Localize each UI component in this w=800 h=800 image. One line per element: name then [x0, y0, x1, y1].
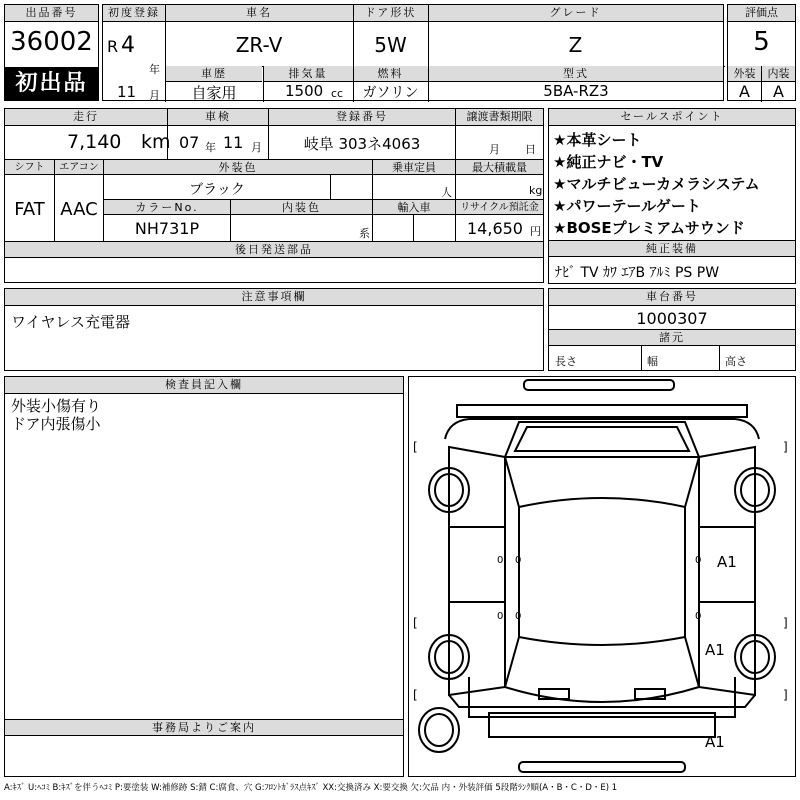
damage-mark-2: A1	[705, 641, 725, 659]
damage-mark-3: A1	[705, 733, 725, 751]
color-no: NH731P	[134, 219, 200, 238]
displacement-label: 排気量	[263, 66, 353, 82]
color-no-label: カラーNo.	[104, 200, 230, 215]
inspection-month-unit: 月	[251, 141, 262, 154]
inspector-box	[4, 376, 404, 720]
length-label: 長さ	[555, 355, 577, 368]
plate-label: 登録番号	[269, 109, 455, 126]
door-type: 5W	[374, 33, 407, 57]
details-block	[4, 108, 544, 242]
recycle: 14,650	[467, 219, 523, 238]
car-name-label: 車名	[165, 5, 353, 22]
lot-box	[4, 4, 99, 101]
color: ブラック	[189, 182, 245, 198]
interior-grade: A	[773, 82, 784, 101]
notes-text: ワイヤレス充電器	[11, 313, 130, 331]
model-label: 型式	[429, 66, 723, 82]
equipment-box	[548, 240, 796, 284]
model: 5BA-RZ3	[543, 82, 609, 100]
later-parts-label: 後日発送部品	[5, 242, 543, 258]
lot-number: 36002	[10, 27, 93, 57]
import-label: 輸入車	[373, 200, 455, 215]
bracket-right-mid: ]	[783, 616, 788, 630]
color-label: 外装色	[104, 160, 372, 175]
interior-label: 内装	[762, 66, 795, 82]
month-unit: 月	[149, 89, 160, 102]
bracket-left-mid: [	[413, 616, 418, 630]
ac-label: エアコン	[55, 160, 103, 175]
inspector-line-1: 外装小傷有り	[11, 397, 102, 415]
bracket-left-low: [	[413, 688, 418, 702]
year-unit: 年	[149, 63, 160, 76]
transfer-month-unit: 月	[489, 143, 500, 156]
inspector-line-2: ドア内張傷小	[11, 415, 101, 433]
small-mark-5: 0	[695, 555, 702, 566]
exterior-grade: A	[739, 82, 750, 101]
sales-point-1: ★本革シート	[553, 131, 642, 149]
notes-label: 注意事項欄	[5, 289, 543, 306]
damage-mark-1: A1	[717, 553, 737, 571]
dims-label: 諸元	[549, 330, 795, 346]
door-label: ドア形状	[353, 5, 428, 22]
height-label: 高さ	[725, 355, 747, 368]
displacement-unit: cc	[331, 87, 344, 100]
recycle-unit: 円	[530, 225, 541, 238]
vehicle-header	[102, 4, 724, 101]
chassis-number: 1000307	[636, 309, 708, 328]
inspection-year: 07	[179, 133, 200, 152]
score-label: 評価点	[728, 5, 795, 22]
bracket-right-top: ]	[783, 440, 788, 454]
bracket-right-low: ]	[783, 688, 788, 702]
later-parts-box	[4, 241, 544, 283]
lot-label: 出品番号	[5, 5, 98, 22]
equipment-value: ﾅﾋﾞ TV ｶﾜ ｴｱB ｱﾙﾐ PS PW	[555, 265, 720, 281]
load-unit: kg	[529, 184, 543, 197]
era: R	[107, 37, 119, 56]
chassis-label: 車台番号	[549, 289, 795, 306]
small-mark-3: 0	[515, 555, 522, 566]
small-mark-4: 0	[515, 611, 522, 622]
office-box	[4, 719, 404, 777]
displacement: 1500	[285, 82, 324, 100]
plate: 岐阜 303ネ4063	[303, 135, 421, 153]
capacity-unit: 人	[441, 186, 452, 199]
first-listing-text: 初出品	[15, 71, 88, 96]
reg-year: 4	[121, 33, 135, 58]
fuel: ガソリン	[362, 85, 419, 101]
bracket-left-top: [	[413, 440, 418, 454]
grade-label: グレード	[428, 5, 723, 22]
sales-point-2: ★純正ナビ・TV	[553, 153, 664, 171]
interior-color-label: 内装色	[231, 200, 372, 215]
width-label: 幅	[647, 355, 658, 368]
recycle-label: リサイクル預託金	[456, 200, 543, 215]
mileage-label: 走行	[5, 109, 167, 126]
history-label: 車歴	[166, 66, 262, 82]
exterior-label: 外装	[728, 66, 761, 82]
car-name: ZR-V	[235, 33, 283, 57]
score-box	[727, 4, 796, 101]
small-mark-1: 0	[497, 555, 504, 566]
reg-month: 11	[117, 83, 137, 101]
chassis-box	[548, 288, 796, 371]
sales-points-label: セールスポイント	[549, 109, 795, 126]
inspection-month: 11	[223, 133, 244, 152]
first-listing-badge	[5, 67, 98, 100]
mileage: 7,140	[67, 131, 122, 153]
sales-point-3: ★マルチビューカメラシステム	[553, 175, 760, 193]
shift-label: シフト	[5, 160, 54, 175]
grade: Z	[568, 33, 583, 57]
transfer-day-unit: 日	[525, 143, 536, 156]
capacity-label: 乗車定員	[373, 160, 455, 175]
sales-points-box	[548, 108, 796, 241]
history: 自家用	[191, 84, 237, 102]
sales-point-4: ★パワーテールゲート	[553, 197, 701, 215]
shift: FAT	[14, 199, 45, 220]
inspection-year-unit: 年	[205, 141, 216, 154]
mileage-unit: km	[141, 131, 171, 153]
equipment-label: 純正装備	[549, 241, 795, 257]
transfer-label: 譲渡書類期限	[456, 109, 543, 126]
load-label: 最大積載量	[456, 160, 543, 175]
car-diagram	[409, 377, 795, 776]
car-diagram-box	[408, 376, 796, 777]
small-mark-6: 0	[695, 611, 702, 622]
inspector-label: 検査員記入欄	[5, 377, 403, 394]
fuel-label: 燃料	[353, 66, 428, 82]
small-mark-2: 0	[497, 611, 504, 622]
legend: A:ｷｽﾞ U:ﾍｺﾐ B:ｷｽﾞを伴うﾍｺﾐ P:要塗装 W:補修跡 S:錆 C:腐食、穴 G:ﾌﾛﾝﾄｶﾞﾗｽ点ｷｽﾞ XX:交換済み X:要交換 欠:欠品 内・外装評価 5段階ﾗﾝｸ順(A・B・C・D・E) 1	[4, 783, 618, 793]
ac: AAC	[60, 199, 98, 220]
first-reg-label: 初度登録	[103, 5, 165, 22]
interior-color-unit: 系	[359, 227, 370, 240]
office-label: 事務局よりご案内	[5, 720, 403, 736]
sales-point-5: ★BOSEプレミアムサウンド	[553, 219, 745, 237]
notes-box	[4, 288, 544, 371]
inspection-label: 車検	[168, 109, 268, 126]
score: 5	[753, 27, 770, 57]
